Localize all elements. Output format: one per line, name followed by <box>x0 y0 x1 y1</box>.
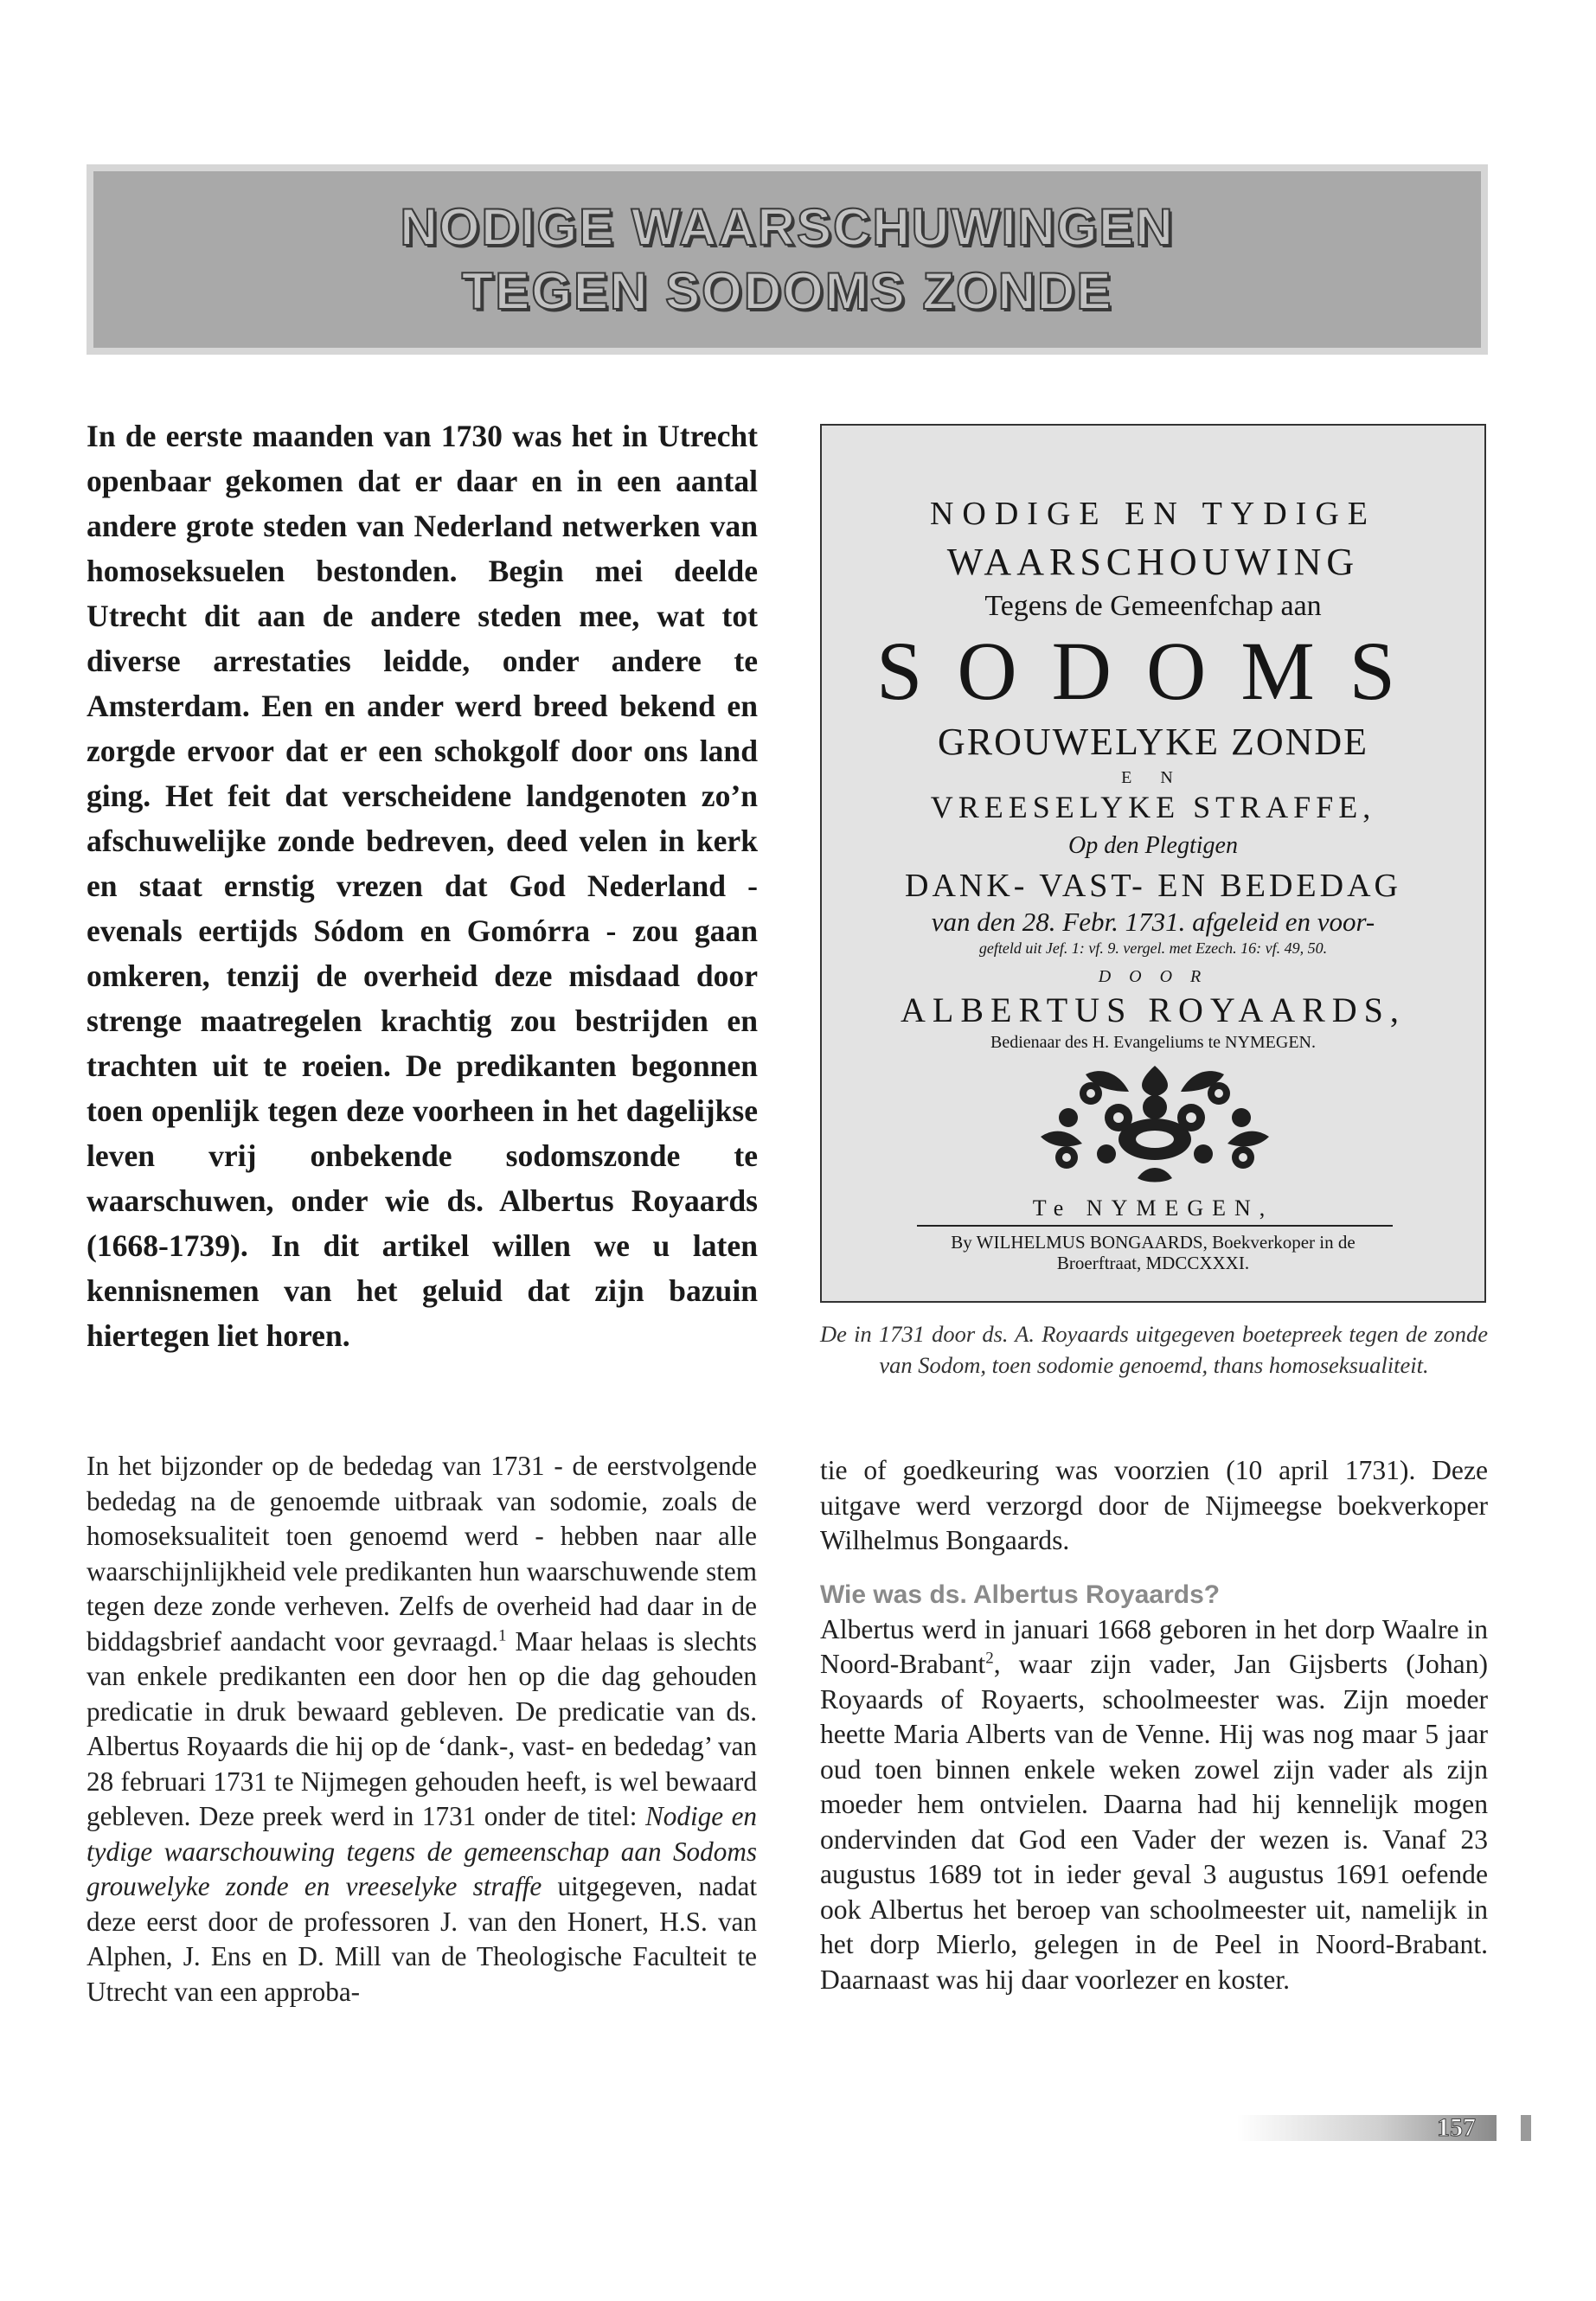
facsimile-title-page <box>820 424 1486 1303</box>
text-run: Maar helaas is slechts van enkele predikanten een door hen op die dag gehouden predicatie in druk bewaard gebleven. De predicatie van ds. Albertus Royaards die hij op de ‘dank-, vast- en bededag’ van 28 februari 1731 te Nijmegen gehouden heeft, is wel bewaard gebleven. Deze preek werd in 1731 onder de titel: <box>87 1625 757 1831</box>
facsimile-line: GROUWELYKE ZONDE <box>937 721 1369 763</box>
facsimile-line: ALBERTUS ROYAARDS, <box>901 990 1406 1029</box>
facsimile-line: NODIGE EN TYDIGE <box>929 496 1376 532</box>
text-run: Albertus werd in januari 1668 geboren in het dorp Waalre in Noord-Brabant <box>820 1613 1488 1679</box>
facsimile-line: VREESELYKE STRAFFE, <box>930 790 1376 824</box>
footnote-ref-2: 2 <box>985 1649 994 1668</box>
figure-caption <box>820 1318 1488 1381</box>
text-run: In het bijzonder op de bededag van 1731 - de eerstvolgende bededag na de genoemde uitbraak van sodomie, zoals de homoseksualiteit toen genoemd werd - hebben naar alle waarschijnlijkheid vele predikanten hun waarschuwende stem tegen deze zonde verheven. Zelfs de overheid had daar in de biddagsbrief aandacht voor gevraagd. <box>87 1451 757 1657</box>
book-title: Nodige en tydige waarschouwing tegens de gemeenschap aan Sodoms grouwelyke zonde en vreeselyke straffe <box>87 1801 758 1901</box>
right-paragraph-1: tie of goedkeuring was voorzien (10 april 1731). Deze uitgave werd verzorgd door de Nijmeegse boekverkoper Wilhelmus Bongaards. <box>820 1455 1488 1555</box>
facsimile-rule <box>917 1225 1393 1227</box>
left-column <box>87 1449 757 2009</box>
facsimile-line: By WILHELMUS BONGAARDS, Boekverkoper in de <box>951 1232 1356 1253</box>
facsimile-line: Tegens de Gemeenfchap aan <box>984 590 1322 622</box>
facsimile-line: DANK- VAST- EN BEDEDAG <box>905 868 1401 904</box>
facsimile-line: Broerftraat, MDCCXXXI. <box>1056 1253 1250 1273</box>
page-tab-bar <box>1521 2115 1531 2141</box>
caption-text: De in 1731 door ds. A. Royaards uitgegeven boetepreek tegen de zonde van Sodom, toen sodomie genoemd, thans homoseksualiteit. <box>820 1321 1488 1378</box>
footnote-ref-1: 1 <box>498 1626 507 1645</box>
facsimile-line: Op den Plegtigen <box>1068 832 1238 859</box>
facsimile-line: Bedienaar des H. Evangeliums te NYMEGEN. <box>990 1033 1316 1052</box>
text-run: uitgegeven, nadat deze eerst door de professoren J. van den Honert, H.S. van Alphen, J. Ens en D. Mill van de Theologische Faculteit te Utrecht van een approba- <box>87 1871 757 2007</box>
page-number-tab <box>1237 2115 1497 2141</box>
facsimile-line: Te NYMEGEN, <box>1032 1195 1274 1221</box>
title-banner <box>87 164 1488 355</box>
facsimile-line: SODOMS <box>875 625 1431 717</box>
section-heading: Wie was ds. Albertus Royaards? <box>820 1580 1221 1609</box>
right-paragraph-2 <box>820 1612 1488 1998</box>
ornament-icon <box>1034 1057 1276 1187</box>
left-paragraph <box>87 1449 757 2009</box>
intro-text <box>87 413 758 1358</box>
facsimile-line: WAARSCHOUWING <box>946 541 1360 583</box>
facsimile-line: D O O R <box>1098 967 1208 986</box>
facsimile-line: E N <box>1121 768 1185 787</box>
right-column <box>820 1453 1488 1997</box>
title-line-1: NODIGE WAARSCHUWINGEN <box>400 198 1175 256</box>
intro-paragraph: In de eerste maanden van 1730 was het in Utrecht openbaar gekomen dat er daar en in een aantal andere grote steden van Nederland netwerken van homoseksuelen bestonden. Begin mei deelde Utrecht dit aan de andere steden mee, wat tot diverse arrestaties leidde, onder andere te Amsterdam. Een en ander werd breed bekend en zorgde ervoor dat er een schokgolf door ons land ging. Het feit dat verscheidene landgenoten zo’n afschuwelijke zonde bedreven, deed velen in kerk en staat ernstig vrezen dat God Nederland - evenals eertijds Sódom en Gomórra - zou gaan omkeren, tenzij de overheid deze misdaad door strenge maatregelen krachtig zou bestrijden en trachten uit te roeien. De predikanten begonnen toen openlijk tegen deze voorheen in het dagelijkse leven vrij onbekende sodomszonde te waarschuwen, onder wie ds. Albertus Royaards (1668-1739). In dit artikel willen we u laten kennisnemen van het geluid dat zijn bazuin hiertegen liet horen. <box>87 419 758 1353</box>
facsimile-line: gefteld uit Jef. 1: vf. 9. vergel. met Ezech. 16: vf. 49, 50. <box>978 939 1328 957</box>
facsimile-line: van den 28. Febr. 1731. afgeleid en voor- <box>931 907 1375 937</box>
text-run: , waar zijn vader, Jan Gijsberts (Johan) Royaards of Royaerts, schoolmeester was. Zijn moeder heette Maria Alberts van de Venne. Hij was nog maar 5 jaar oud toen binnen enkele weken zowel zijn vader als zijn moeder hem ontvielen. Daarna had hij kennelijk mogen ondervinden dat God een Vader der wezen is. Vanaf 23 augustus 1689 tot in ieder geval 3 augustus 1691 oefende ook Albertus het beroep van schoolmeester uit, namelijk in het dorp Mierlo, gelegen in de Peel in Noord-Brabant. Daarnaast was hij daar voorlezer en koster. <box>820 1649 1488 1995</box>
title-line-2: TEGEN SODOMS ZONDE <box>461 262 1113 320</box>
page-number: 157 <box>1437 2113 1476 2142</box>
